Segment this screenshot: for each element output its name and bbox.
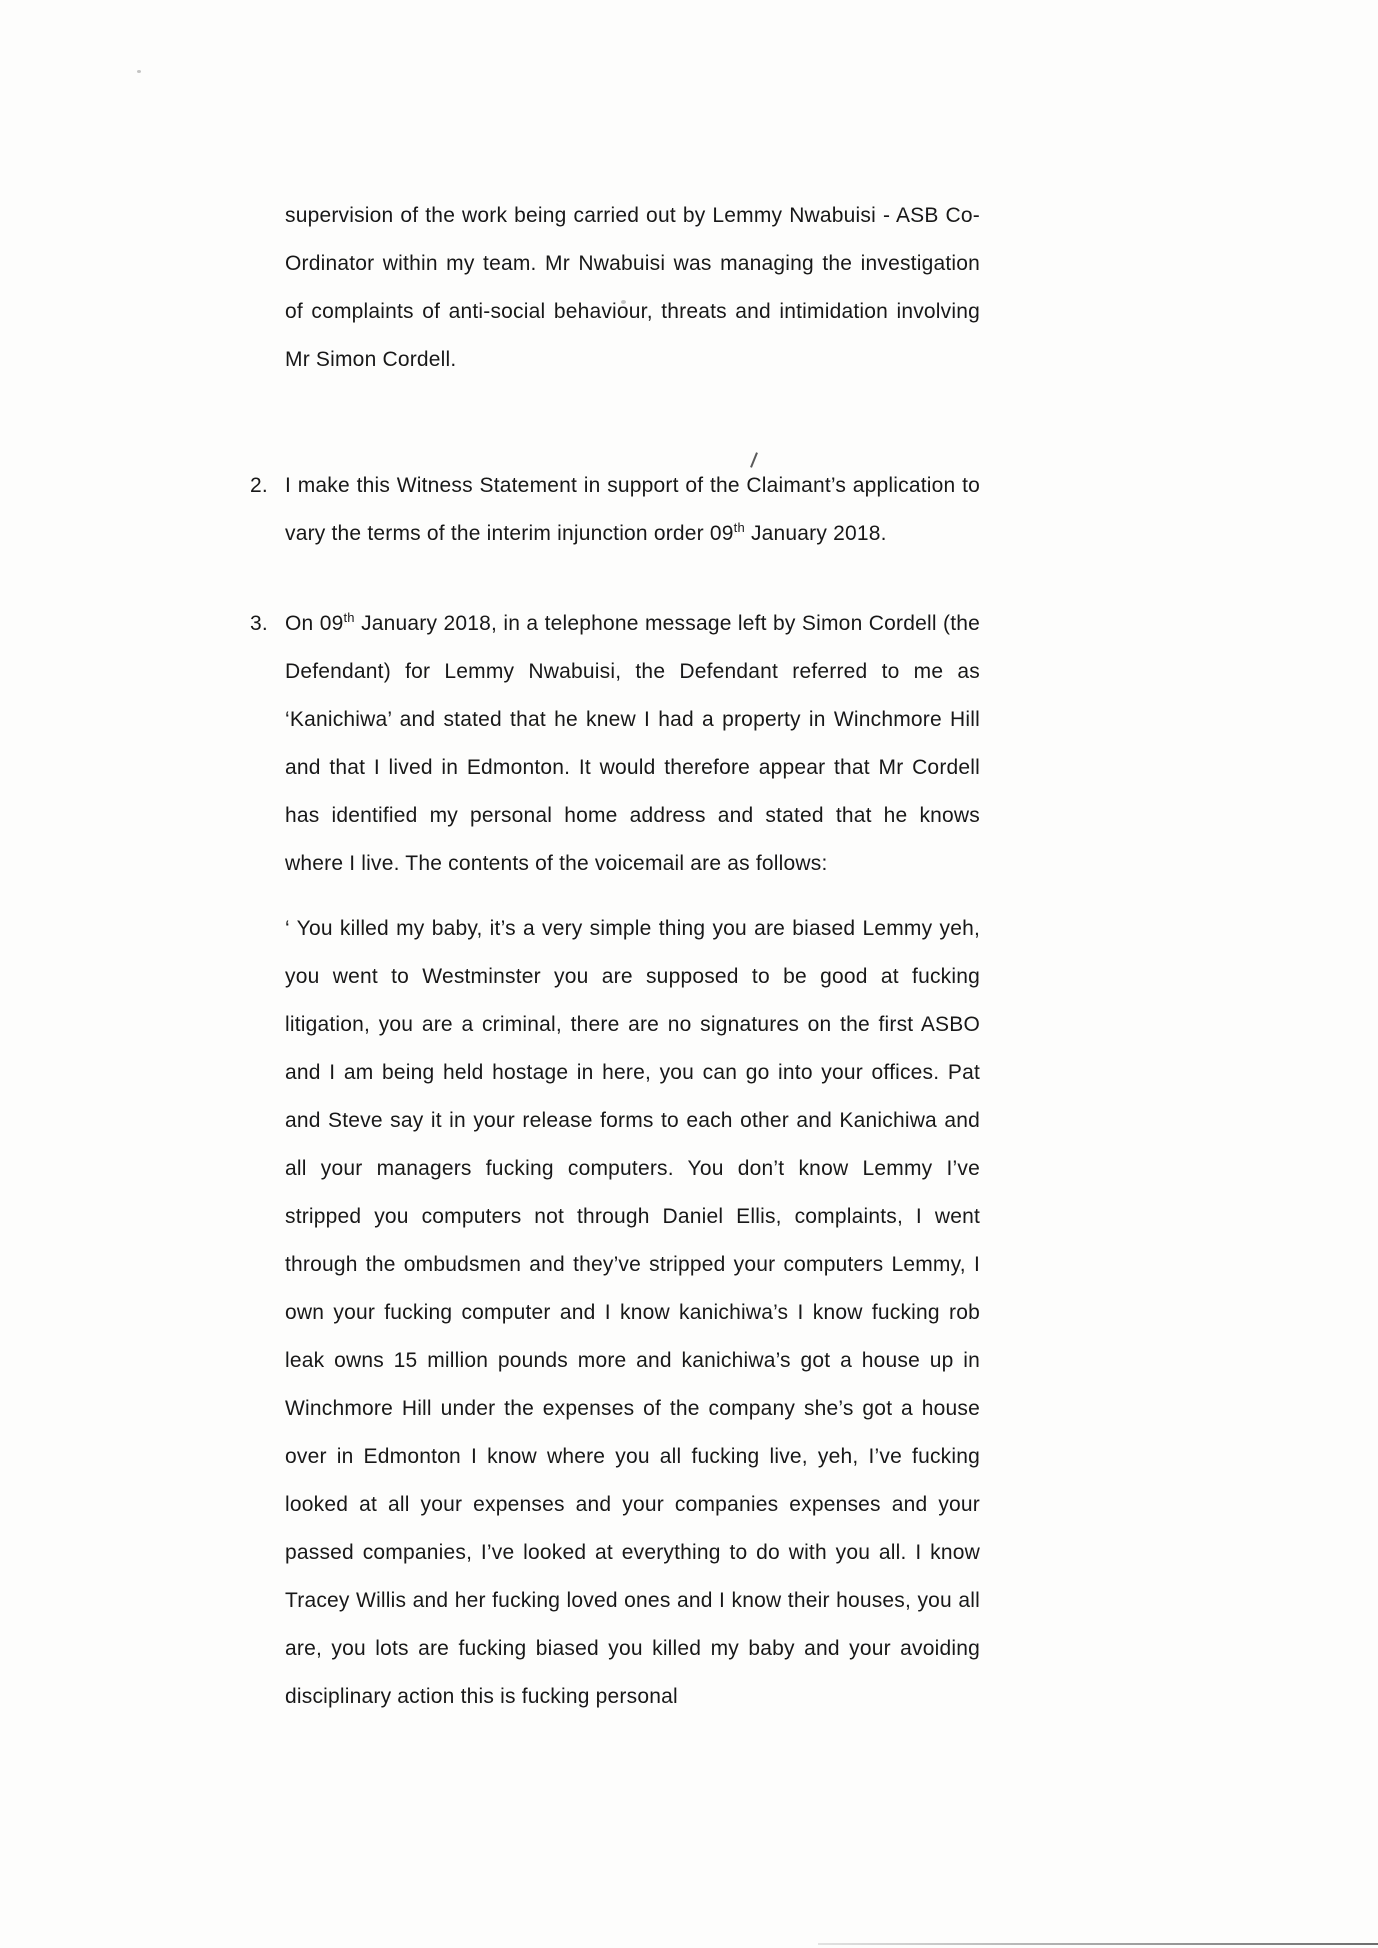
numbered-item-2 bbox=[250, 462, 980, 558]
item-2-text-pre: I make this Witness Statement in support of the Claimant’s application to vary the terms of the interim injunction order 09 bbox=[285, 474, 980, 545]
item-3-text-pre: On 09 bbox=[285, 612, 344, 635]
item-2-ordinal-superscript: th bbox=[733, 520, 745, 535]
numbered-item-3 bbox=[250, 600, 980, 888]
voicemail-quote-paragraph: ‘ You killed my baby, it’s a very simple thing you are biased Lemmy yeh, you went to Westminster you are supposed to be good at fucking litigation, you are a criminal, there are no signatures on the first ASBO and I am being held hostage in here, you can go into your offices. Pat and Steve say it in your release forms to each other and Kanichiwa and all your managers fucking computers. You don’t know Lemmy I’ve stripped you computers not through Daniel Ellis, complaints, I went through the ombudsmen and they’ve stripped your computers Lemmy, I own your fucking computer and I know kanichiwa’s I know fucking rob leak owns 15 million pounds more and kanichiwa’s got a house up in Winchmore Hill under the expenses of the company she’s got a house over in Edmonton I know where you all fucking live, yeh, I’ve fucking looked at all your expenses and your companies expenses and your passed companies, I’ve looked at everything to do with you all. I know Tracey Willis and her fucking loved ones and I know their houses, you all are, you lots are fucking biased you killed my baby and your avoiding disciplinary action this is fucking personal bbox=[285, 917, 980, 1708]
item-2-number: 2. bbox=[250, 474, 268, 497]
scan-edge-line bbox=[818, 1943, 1378, 1945]
item-3-text-post: January 2018, in a telephone message left by Simon Cordell (the Defendant) for Lemmy Nwabuisi, the Defendant referred to me as ‘Kanichiwa’ and stated that he knew I had a property in Winchmore Hill and that I lived in Edmonton. It would therefore appear that Mr Cordell has identified my personal home address and stated that he knows where I live. The contents of the voicemail are as follows: bbox=[285, 612, 980, 875]
item-3-number: 3. bbox=[250, 612, 268, 635]
item-2-text bbox=[285, 462, 980, 558]
scan-speck bbox=[621, 300, 626, 304]
scan-speck bbox=[137, 70, 141, 73]
paragraph-continuation: supervision of the work being carried out by Lemmy Nwabuisi - ASB Co-Ordinator within my team. Mr Nwabuisi was managing the investigation of complaints of anti-social behaviour, threats and intimidation involving Mr Simon Cordell. bbox=[285, 204, 980, 371]
item-2-text-post: January 2018. bbox=[744, 522, 887, 545]
item-3-ordinal-superscript: th bbox=[343, 610, 355, 625]
item-3-text bbox=[285, 600, 980, 888]
